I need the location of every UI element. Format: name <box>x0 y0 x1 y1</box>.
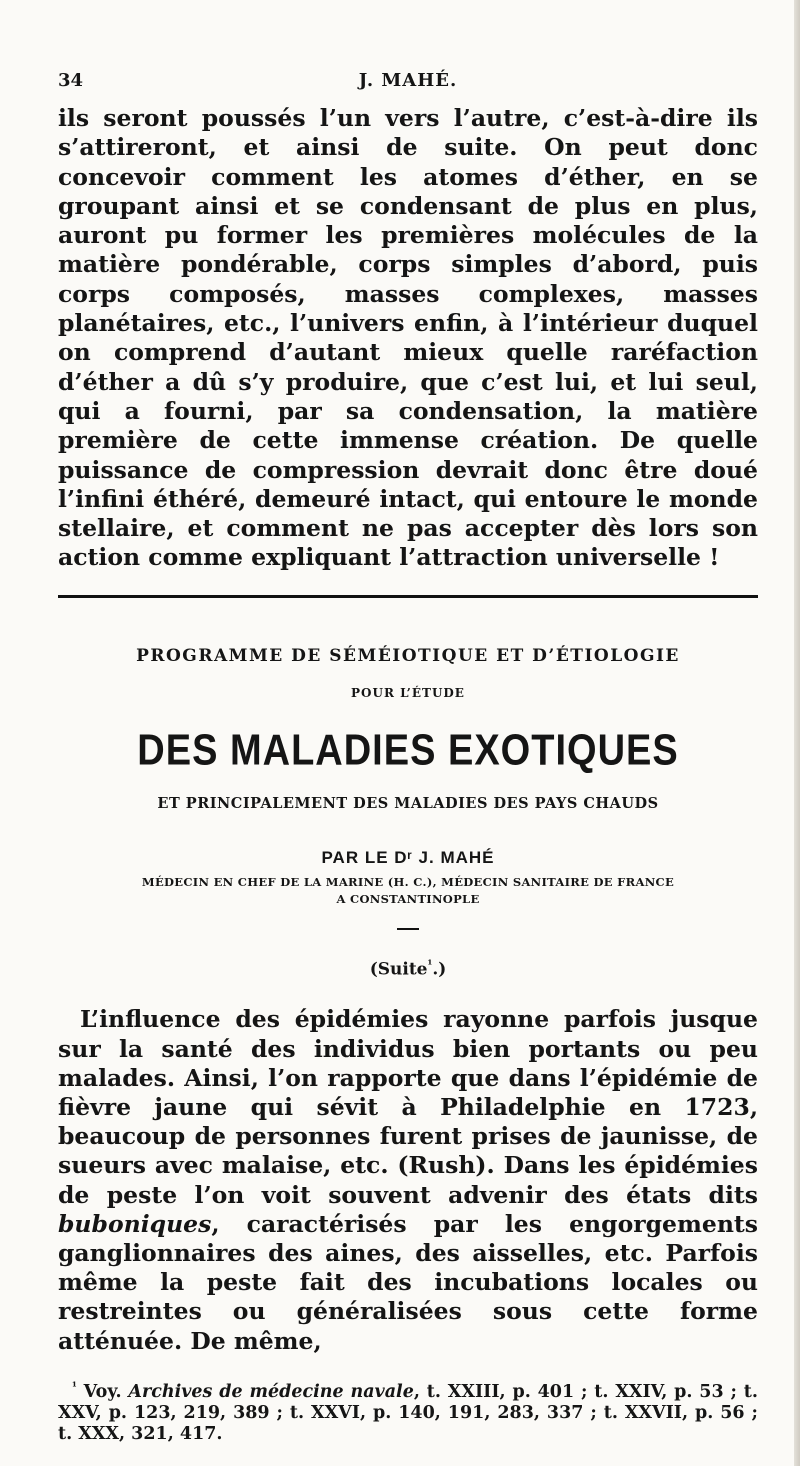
subtitle: ET PRINCIPALEMENT DES MALADIES DES PAYS CHAUDS <box>157 794 659 812</box>
program-heading: PROGRAMME DE SÉMÉIOTIQUE ET D’ÉTIOLOGIE <box>136 645 680 666</box>
title-dash <box>397 928 419 930</box>
footnote-mark: ¹ <box>72 1379 77 1393</box>
main-title: DES MALADIES EXOTIQUES <box>137 726 679 775</box>
footnote-references: , t. XXIII, p. 401 ; t. XXIV, p. 53 ; t. XXV, p. 123, 219, 389 ; t. XXVI, p. 140, 191, 283, 337 ; t. XXVII, p. 56 ; t. XXX, 321, 417. <box>58 1381 758 1444</box>
suite-footnote-mark: ¹ <box>427 957 433 971</box>
suite-note <box>58 958 758 980</box>
section-rule <box>58 595 758 598</box>
body-italic-term: buboniques <box>58 1209 212 1238</box>
body-paragraph <box>58 1005 758 1355</box>
running-header <box>58 70 758 104</box>
pour-line: POUR L’ÉTUDE <box>351 685 465 700</box>
book-page <box>58 70 758 1445</box>
suite-close: .) <box>432 959 447 980</box>
affiliation-line-1: MÉDECIN EN CHEF DE LA MARINE (H. C.), MÉDECIN SANITAIRE DE FRANCE <box>141 874 675 889</box>
footnote-prefix: Voy. <box>76 1381 129 1402</box>
page-number: 34 <box>58 70 84 91</box>
footnote <box>58 1376 758 1445</box>
body-text-1: L’influence des épidémies rayonne parfois jusque sur la santé des individus bien portants ou peu malades. Ainsi, l’on rapporte que dans l’épidémie de fièvre jaune qui sévit à Philadelphie en 1723, beaucoup de personnes furent prises de jaunisse, de sueurs avec malaise, etc. (Rush). Dans les épidémies de peste l’on voit souvent advenir des états dits <box>58 1005 758 1209</box>
body-text-2: , caractérisés par les engorgements ganglionnaires des aines, des aisselles, etc. Parfois même la peste fait des incubations locales ou restreintes ou généralisées sous cette forme atténuée. De même, <box>58 1209 758 1355</box>
page-edge-shadow <box>794 0 800 1466</box>
author-byline: PAR LE Dʳ J. MAHÉ <box>321 847 495 867</box>
running-author: J. MAHÉ. <box>358 70 458 91</box>
affiliation-line-2: A CONSTANTINOPLE <box>336 891 480 906</box>
intro-paragraph: ils seront poussés l’un vers l’autre, c’est-à-dire ils s’attireront, et ainsi de suite. On peut donc concevoir comment les atomes d’éther, en se groupant ainsi et se condensant de plus en plus, auront pu former les premières molécules de la matière pondérable, corps simples d’abord, puis corps composés, masses complexes, masses planétaires, etc., l’univers enfin, à l’intérieur duquel on comprend d’autant mieux quelle raréfaction d’éther a dû s’y produire, que c’est lui, et lui seul, qui a fourni, par sa condensation, la matière première de cette immense création. De quelle puissance de compression devrait donc être doué l’infini éthéré, demeuré intact, qui entoure le monde stellaire, et comment ne pas accepter dès lors son action comme expliquant l’attraction universelle ! <box>58 104 758 572</box>
suite-text: (Suite <box>369 959 428 980</box>
footnote-journal: Archives de médecine navale <box>128 1381 414 1402</box>
